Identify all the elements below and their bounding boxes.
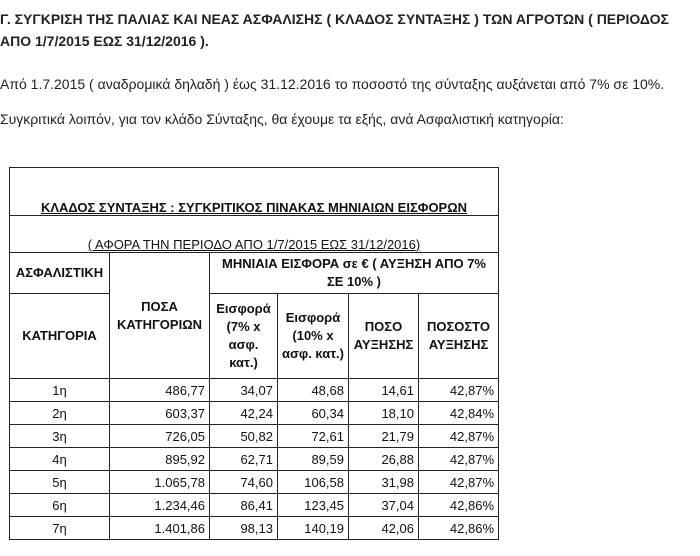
paragraph-rate-change: Από 1.7.2015 ( αναδρομικά δηλαδή ) έως 31.12.2016 το ποσοστό της σύνταξης αυξάνεται από 7% σε 10%. <box>0 76 665 92</box>
cell-increase-amount: 31,98 <box>349 471 419 494</box>
cell-category: 3η <box>10 425 110 448</box>
cell-amount: 895,92 <box>110 448 210 471</box>
table-row <box>10 448 499 471</box>
table-row <box>10 517 499 540</box>
header-category-top: ΑΣΦΑΛΙΣΤΙΚΗ <box>10 253 110 294</box>
cell-increase-percent: 42,87% <box>419 471 499 494</box>
cell-increase-percent: 42,86% <box>419 517 499 540</box>
header-monthly-contribution: ΜΗΝΙΑΙΑ ΕΙΣΦΟΡΑ σε € ( ΑΥΞΗΣΗ ΑΠΟ 7% ΣΕ 10% ) <box>210 253 499 294</box>
cell-increase-amount: 37,04 <box>349 494 419 517</box>
cell-contribution-10: 123,45 <box>278 494 349 517</box>
cell-contribution-10: 106,58 <box>278 471 349 494</box>
table-row <box>10 402 499 425</box>
section-heading: Γ. ΣΥΓΚΡΙΣΗ ΤΗΣ ΠΑΛΙΑΣ ΚΑΙ ΝΕΑΣ ΑΣΦΑΛΙΣΗΣ ( ΚΛΑΔΟΣ ΣΥΝΤΑΞΗΣ ) ΤΩΝ ΑΓΡΟΤΩΝ ( ΠΕΡΙΟΔΟΣ ΑΠΟ 1/7/2015 ΕΩΣ 31/12/2016 ). <box>0 11 669 49</box>
cell-category: 1η <box>10 379 110 402</box>
cell-contribution-10: 72,61 <box>278 425 349 448</box>
cell-contribution-7: 74,60 <box>210 471 278 494</box>
cell-category: 5η <box>10 471 110 494</box>
cell-category: 7η <box>10 517 110 540</box>
cell-increase-amount: 18,10 <box>349 402 419 425</box>
cell-contribution-10: 89,59 <box>278 448 349 471</box>
table-period: ( ΑΦΟΡΑ ΤΗΝ ΠΕΡΙΟΔΟ ΑΠΟ 1/7/2015 ΕΩΣ 31/12/2016) <box>10 216 499 253</box>
cell-increase-percent: 42,87% <box>419 379 499 402</box>
cell-contribution-7: 86,41 <box>210 494 278 517</box>
cell-contribution-7: 42,24 <box>210 402 278 425</box>
cell-amount: 1.401,86 <box>110 517 210 540</box>
cell-contribution-10: 60,34 <box>278 402 349 425</box>
header-contribution-10: Εισφορά (10% x ασφ. κατ.) <box>278 294 349 379</box>
table-row <box>10 425 499 448</box>
cell-increase-percent: 42,84% <box>419 402 499 425</box>
table-row <box>10 379 499 402</box>
cell-contribution-7: 50,82 <box>210 425 278 448</box>
header-category-bottom: ΚΑΤΗΓΟΡΙΑ <box>10 294 110 379</box>
cell-category: 6η <box>10 494 110 517</box>
table-title: ΚΛΑΔΟΣ ΣΥΝΤΑΞΗΣ : ΣΥΓΚΡΙΤΙΚΟΣ ΠΙΝΑΚΑΣ ΜΗΝΙΑΙΩΝ ΕΙΣΦΟΡΩΝ <box>10 168 499 216</box>
pension-contributions-table <box>9 167 499 540</box>
cell-category: 2η <box>10 402 110 425</box>
cell-contribution-7: 34,07 <box>210 379 278 402</box>
cell-increase-amount: 21,79 <box>349 425 419 448</box>
cell-contribution-7: 62,71 <box>210 448 278 471</box>
paragraph-comparison-intro: Συγκριτικά λοιπόν, για τον κλάδο Σύνταξης, θα έχουμε τα εξής, ανά Ασφαλιστική κατηγορία: <box>0 111 564 127</box>
cell-amount: 486,77 <box>110 379 210 402</box>
cell-amount: 1.065,78 <box>110 471 210 494</box>
cell-increase-percent: 42,86% <box>419 494 499 517</box>
cell-contribution-7: 98,13 <box>210 517 278 540</box>
cell-contribution-10: 140,19 <box>278 517 349 540</box>
cell-contribution-10: 48,68 <box>278 379 349 402</box>
cell-increase-percent: 42,87% <box>419 425 499 448</box>
cell-increase-amount: 26,88 <box>349 448 419 471</box>
cell-amount: 726,05 <box>110 425 210 448</box>
cell-increase-amount: 14,61 <box>349 379 419 402</box>
cell-amount: 1.234,46 <box>110 494 210 517</box>
table-body <box>10 379 499 540</box>
table-row <box>10 471 499 494</box>
header-increase-percent: ΠΟΣΟΣΤΟ ΑΥΞΗΣΗΣ <box>419 294 499 379</box>
cell-category: 4η <box>10 448 110 471</box>
cell-increase-amount: 42,06 <box>349 517 419 540</box>
cell-amount: 603,37 <box>110 402 210 425</box>
header-category-amount: ΠΟΣΑ ΚΑΤΗΓΟΡΙΩΝ <box>110 253 210 379</box>
cell-increase-percent: 42,87% <box>419 448 499 471</box>
header-contribution-7: Εισφορά (7% x ασφ. κατ.) <box>210 294 278 379</box>
table-row <box>10 494 499 517</box>
header-increase-amount: ΠΟΣΟ ΑΥΞΗΣΗΣ <box>349 294 419 379</box>
